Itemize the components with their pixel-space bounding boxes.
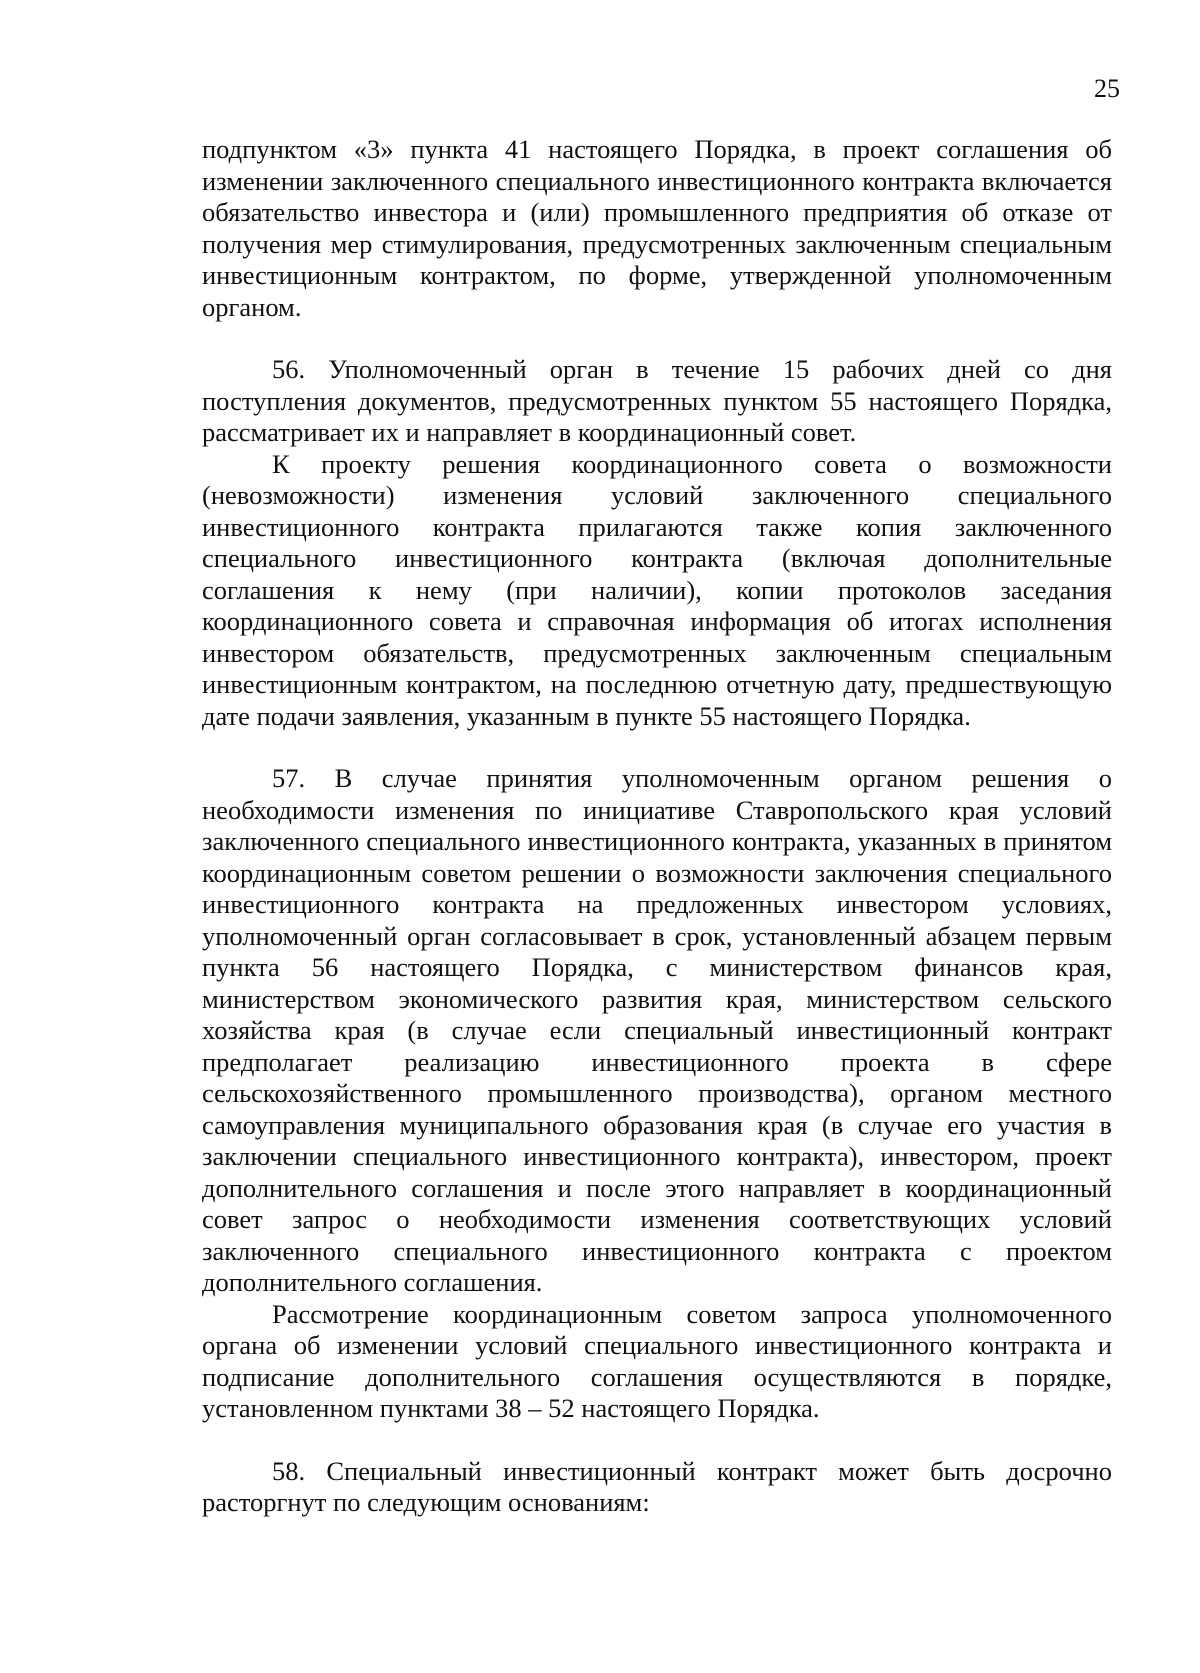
paragraph-item-58: 58. Специальный инвестиционный контракт может быть досрочно расторгнут по следующим основаниям: xyxy=(202,1455,1112,1517)
paragraph-item-57: 57. В случае принятия уполномоченным органом решения о необходимости изменения по инициативе Ставропольского края условий заключенного специального инвестиционного контракта, указанных в принятом координационным советом решении о возможности заключения специального инвестиционного контракта на предложенных инвестором условиях, уполномоченный орган согласовывает в срок, установленный абзацем первым пункта 56 настоящего Порядка, с министерством финансов края, министерством экономического развития края, министерством сельского хозяйства края (в случае если специальный инвестиционный контракт предполагает реализацию инвестиционного проекта в сфере сельскохозяйственного промышленного производства), органом местного самоуправления муниципального образования края (в случае его участия в заключении специального инвестиционного контракта), инвестором, проект дополнительного соглашения и после этого направляет в координационный совет запрос о необходимости изменения соответствующих условий заключенного специального инвестиционного контракта с проектом дополнительного соглашения. xyxy=(202,763,1112,1297)
paragraph-item-56: 56. Уполномоченный орган в течение 15 рабочих дней со дня поступления документов, предусмотренных пунктом 55 настоящего Порядка, рассматривает их и направляет в координационный совет. xyxy=(202,354,1112,447)
document-body xyxy=(202,134,1112,1519)
paragraph-item-56-attachment: К проекту решения координационного совета о возможности (невозможности) изменения условий заключенного специального инвестиционного контракта прилагаются также копия заключенного специального инвестиционного контракта (включая дополнительные соглашения к нему (при наличии), копии протоколов заседания координационного совета и справочная информация об итогах исполнения инвестором обязательств, предусмотренных заключенным специальным инвестиционным контрактом, на последнюю отчетную дату, предшествующую дате подачи заявления, указанным в пункте 55 настоящего Порядка. xyxy=(202,448,1112,731)
page-number: 25 xyxy=(1094,74,1120,103)
paragraph-item-57-review: Рассмотрение координационным советом запроса уполномоченного органа об изменении условий специального инвестиционного контракта и подписание дополнительного соглашения осуществляются в порядке, установленном пунктами 38 – 52 настоящего Порядка. xyxy=(202,1298,1112,1423)
paragraph-continuation: подпунктом «3» пункта 41 настоящего Порядка, в проект соглашения об изменении заключенного специального инвестиционного контракта включается обязательство инвестора и (или) промышленного предприятия об отказе от получения мер стимулирования, предусмотренных заключенным специальным инвестиционным контрактом, по форме, утвержденной уполномоченным органом. xyxy=(202,134,1112,322)
